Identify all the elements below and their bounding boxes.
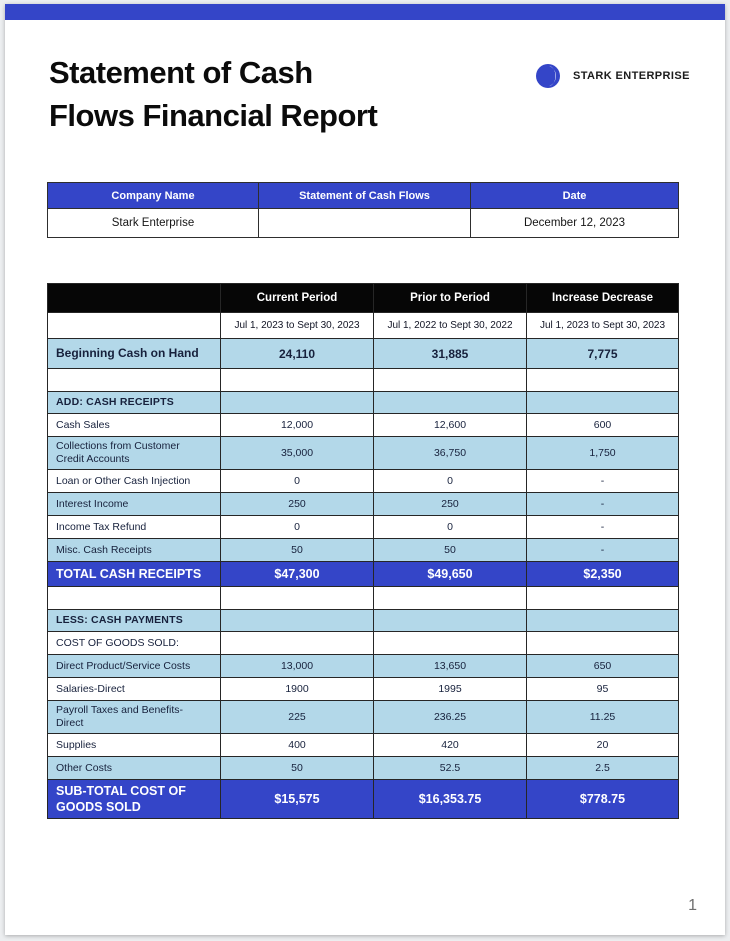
brand-name: STARK ENTERPRISE	[573, 70, 690, 82]
accent-top-bar	[5, 4, 725, 20]
moon-circle-icon	[536, 64, 560, 88]
row-value: 1,750	[527, 437, 679, 470]
row-label	[48, 587, 221, 610]
table-row	[48, 562, 679, 587]
row-value: $47,300	[221, 562, 374, 587]
brand-logo-block	[536, 64, 690, 88]
row-value: 0	[221, 470, 374, 493]
row-label: SUB-TOTAL COST OF GOODS SOLD	[48, 780, 221, 819]
row-label: Direct Product/Service Costs	[48, 655, 221, 678]
table-row	[48, 734, 679, 757]
row-value: $15,575	[221, 780, 374, 819]
row-value: $2,350	[527, 562, 679, 587]
table-row	[48, 655, 679, 678]
row-value	[374, 392, 527, 414]
table-row	[48, 678, 679, 701]
table-row	[48, 701, 679, 734]
row-value	[374, 632, 527, 655]
table-row	[48, 587, 679, 610]
row-value: 600	[527, 414, 679, 437]
page-number: 1	[688, 897, 697, 914]
row-value	[221, 610, 374, 632]
table-row	[48, 437, 679, 470]
company-info-table	[47, 182, 679, 238]
row-label: LESS: CASH PAYMENTS	[48, 610, 221, 632]
info-value-row	[48, 209, 679, 238]
row-value	[221, 392, 374, 414]
row-value: Jul 1, 2023 to Sept 30, 2023	[221, 313, 374, 339]
row-value: 2.5	[527, 757, 679, 780]
row-value	[221, 632, 374, 655]
row-value: Jul 1, 2023 to Sept 30, 2023	[527, 313, 679, 339]
row-value: 250	[221, 493, 374, 516]
row-value	[221, 587, 374, 610]
table-row	[48, 780, 679, 819]
row-label: TOTAL CASH RECEIPTS	[48, 562, 221, 587]
row-value: 420	[374, 734, 527, 757]
table-row	[48, 516, 679, 539]
row-label: Collections from Customer Credit Accounts	[48, 437, 221, 470]
row-value: 0	[374, 470, 527, 493]
row-label: Salaries-Direct	[48, 678, 221, 701]
table-row	[48, 632, 679, 655]
row-value	[527, 369, 679, 392]
table-row	[48, 610, 679, 632]
row-value	[374, 369, 527, 392]
row-label: Beginning Cash on Hand	[48, 339, 221, 369]
row-value: 12,600	[374, 414, 527, 437]
row-value: 95	[527, 678, 679, 701]
row-label	[48, 284, 221, 313]
row-value: 20	[527, 734, 679, 757]
info-value-statement	[259, 209, 471, 238]
row-value: Prior to Period	[374, 284, 527, 313]
row-value: 31,885	[374, 339, 527, 369]
info-value-date: December 12, 2023	[471, 209, 679, 238]
row-value: 1900	[221, 678, 374, 701]
row-label: Interest Income	[48, 493, 221, 516]
page-title	[49, 51, 377, 137]
row-label: Payroll Taxes and Benefits-Direct	[48, 701, 221, 734]
table-row	[48, 414, 679, 437]
table-row	[48, 493, 679, 516]
table-row	[48, 284, 679, 313]
row-value: 0	[374, 516, 527, 539]
row-value: 35,000	[221, 437, 374, 470]
row-label: Other Costs	[48, 757, 221, 780]
row-value: -	[527, 470, 679, 493]
table-row	[48, 470, 679, 493]
cash-flow-table-body	[48, 284, 679, 819]
row-value: 7,775	[527, 339, 679, 369]
row-value: 13,650	[374, 655, 527, 678]
table-row	[48, 313, 679, 339]
row-label: ADD: CASH RECEIPTS	[48, 392, 221, 414]
row-value	[221, 369, 374, 392]
row-value: $778.75	[527, 780, 679, 819]
row-value: 50	[221, 539, 374, 562]
row-value: 650	[527, 655, 679, 678]
row-label: Loan or Other Cash Injection	[48, 470, 221, 493]
info-header-company: Company Name	[48, 183, 259, 209]
info-header-date: Date	[471, 183, 679, 209]
row-value	[374, 610, 527, 632]
table-row	[48, 539, 679, 562]
row-value: 50	[374, 539, 527, 562]
row-value: 24,110	[221, 339, 374, 369]
row-value	[527, 632, 679, 655]
row-value	[527, 392, 679, 414]
row-label: Misc. Cash Receipts	[48, 539, 221, 562]
row-value: -	[527, 539, 679, 562]
row-value: 236.25	[374, 701, 527, 734]
row-value: -	[527, 493, 679, 516]
table-row	[48, 339, 679, 369]
row-value: 50	[221, 757, 374, 780]
row-value: 12,000	[221, 414, 374, 437]
row-value: 52.5	[374, 757, 527, 780]
row-value: Increase Decrease	[527, 284, 679, 313]
page-title-line1: Statement of Cash	[49, 55, 313, 90]
row-value: Jul 1, 2022 to Sept 30, 2022	[374, 313, 527, 339]
row-label: Cash Sales	[48, 414, 221, 437]
row-value: Current Period	[221, 284, 374, 313]
row-value: 13,000	[221, 655, 374, 678]
row-value: 250	[374, 493, 527, 516]
row-label	[48, 369, 221, 392]
row-value: 400	[221, 734, 374, 757]
row-value	[374, 587, 527, 610]
row-value	[527, 610, 679, 632]
row-label: COST OF GOODS SOLD:	[48, 632, 221, 655]
row-label	[48, 313, 221, 339]
row-value	[527, 587, 679, 610]
document-page	[5, 4, 725, 935]
table-row	[48, 392, 679, 414]
row-label: Income Tax Refund	[48, 516, 221, 539]
table-row	[48, 757, 679, 780]
row-label: Supplies	[48, 734, 221, 757]
page-title-line2: Flows Financial Report	[49, 98, 378, 133]
info-value-company: Stark Enterprise	[48, 209, 259, 238]
row-value: 36,750	[374, 437, 527, 470]
row-value: $49,650	[374, 562, 527, 587]
row-value: 225	[221, 701, 374, 734]
row-value: 1995	[374, 678, 527, 701]
row-value: 0	[221, 516, 374, 539]
info-header-row	[48, 183, 679, 209]
row-value: -	[527, 516, 679, 539]
table-row	[48, 369, 679, 392]
row-value: 11.25	[527, 701, 679, 734]
info-header-statement: Statement of Cash Flows	[259, 183, 471, 209]
cash-flow-table	[47, 283, 679, 819]
row-value: $16,353.75	[374, 780, 527, 819]
